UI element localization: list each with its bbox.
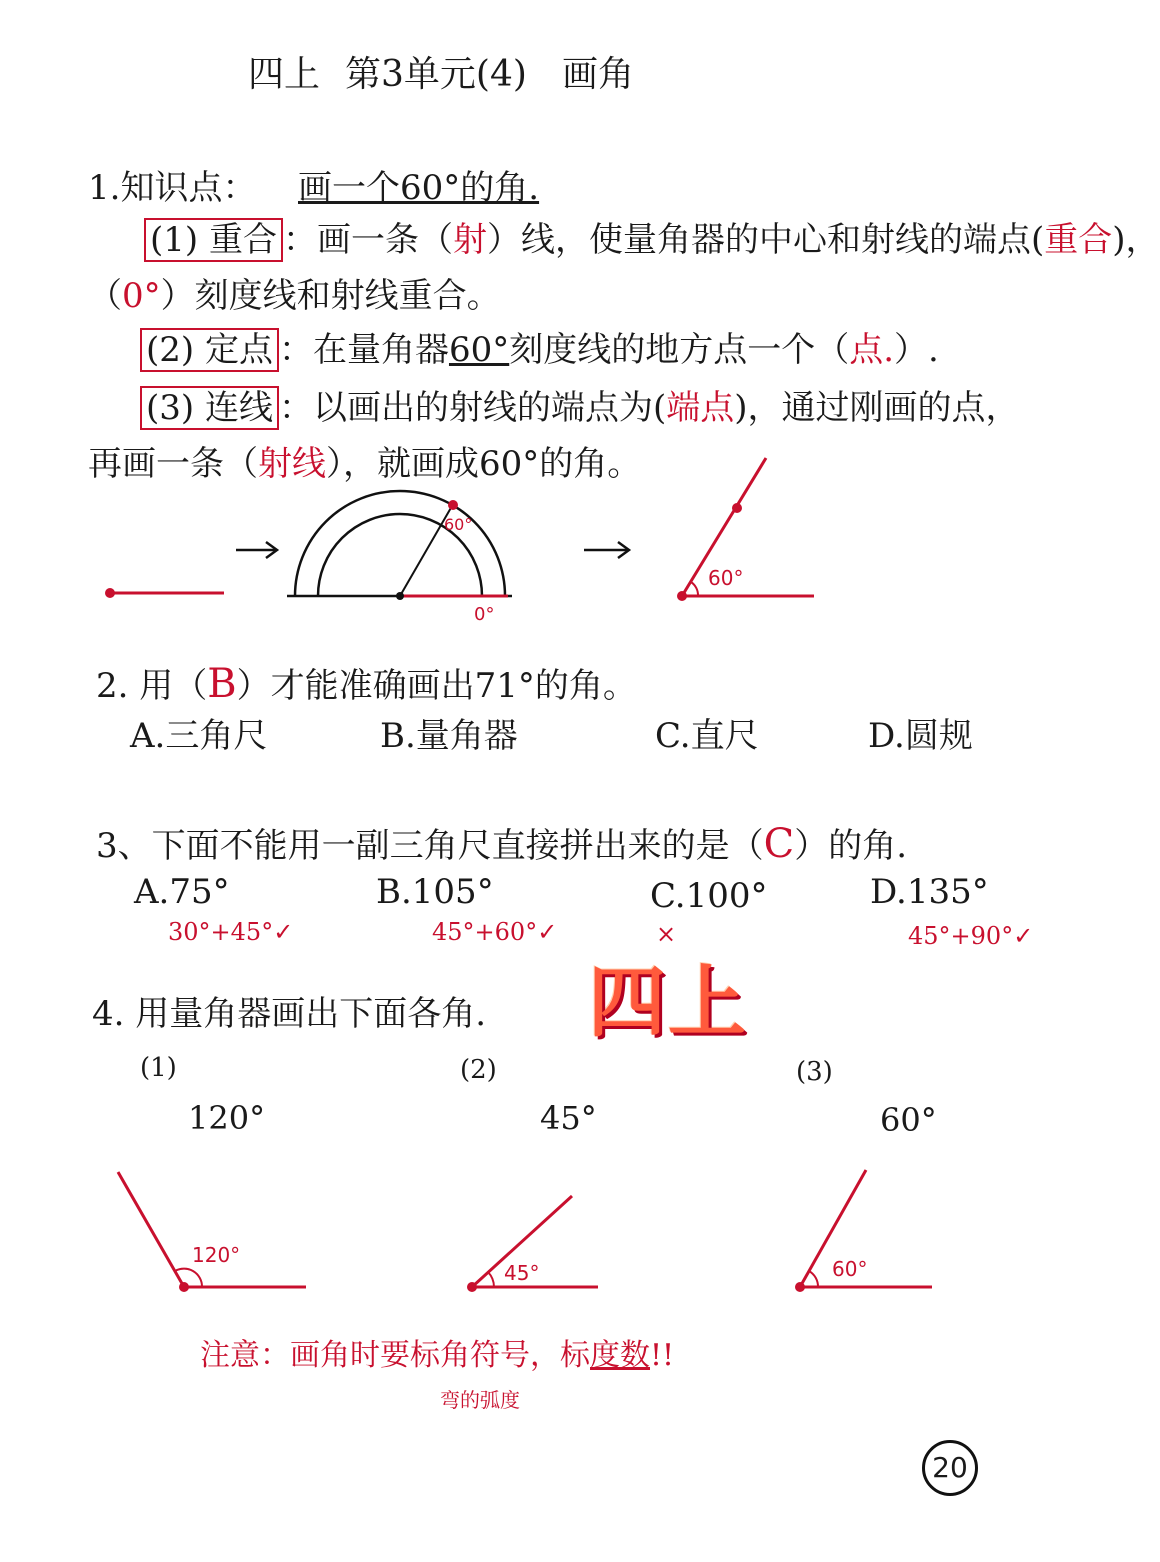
q2-line [96, 661, 637, 707]
section1-heading: 1.知识点： [88, 168, 257, 208]
note-sub: 弯的弧度 [440, 1388, 520, 1412]
q2-text-b: ）才能准确画出71°的角。 [236, 666, 637, 706]
note-text-b: 符号，标 [470, 1338, 590, 1373]
step3-text-b: )，通过刚画的点， [734, 388, 1020, 428]
step2-deg: 60° [448, 330, 510, 370]
step1-label: (1) 重合 [144, 218, 283, 262]
title-topic: 画角 [562, 54, 635, 95]
ray-drawing [105, 588, 224, 598]
note-text-a: 注意：画角时要标角 [200, 1338, 470, 1373]
q3-note-b: 45°+60°✓ [432, 918, 558, 946]
angle-120-drawing [118, 1172, 306, 1292]
step1-blank-c: 0° [122, 276, 161, 316]
q3-note-a: 30°+45°✓ [168, 918, 294, 946]
protractor-0-label: 0° [474, 604, 495, 625]
q4-item3-angle: 60° [880, 1101, 937, 1139]
arrow-icon [584, 542, 629, 558]
protractor-drawing [287, 491, 512, 625]
angle-45-label: 45° [504, 1261, 540, 1285]
q4-item1-angle: 120° [188, 1099, 266, 1137]
step2-label: (2) 定点 [140, 328, 279, 372]
q4-item2-angle: 45° [540, 1099, 597, 1137]
title-unit: 第3单元(4) [345, 54, 527, 95]
q2-option-c: C.直尺 [655, 716, 759, 756]
step2-text-a: ：在量角器 [278, 330, 449, 370]
note-text-c: 度数 [590, 1338, 650, 1373]
q3-option-a: A.75° [134, 872, 230, 912]
step1-blank-b: 重合 [1044, 220, 1113, 260]
q3-note-d: 45°+90°✓ [908, 922, 1034, 950]
q2-option-d: D.圆规 [868, 716, 973, 756]
q2-option-a: A.三角尺 [130, 716, 268, 756]
q3-answer: C [763, 821, 795, 867]
q2-text-a: 2. 用（ [96, 666, 208, 706]
angle-60b-drawing [795, 1170, 932, 1292]
protractor-60-label: 60° [444, 515, 473, 534]
step2-text-b: 刻度线的地方点一个（ [509, 330, 850, 370]
step1-line2-a: （ [88, 276, 122, 316]
attention-note [200, 1336, 674, 1376]
angle-120-label: 120° [192, 1243, 241, 1267]
q2-option-b: B.量角器 [380, 716, 518, 756]
q4-text: 4. 用量角器画出下面各角. [92, 994, 487, 1034]
note-text-d: !! [650, 1338, 675, 1373]
step1-blank-a: 射 [452, 220, 487, 260]
step2-text-c: ）. [894, 330, 939, 370]
title-grade: 四上 [248, 54, 321, 95]
step3-blank-b: 射线 [258, 444, 326, 484]
step1-text-b: ）线，使量角器的中心和射线的端点( [486, 220, 1045, 260]
step2-blank: 点. [849, 330, 895, 370]
q2-answer: B [207, 661, 237, 707]
section1-subtitle: 画一个60°的角. [298, 168, 540, 208]
step1-text-c: )， [1112, 220, 1160, 260]
angle-60-drawing [677, 458, 814, 601]
q3-note-c: × [656, 920, 677, 948]
step3-line2-b: ），就画成60°的角。 [326, 444, 642, 484]
step3-label: (3) 连线 [140, 386, 279, 430]
step1-text-a: ：画一条（ [282, 220, 453, 260]
q3-option-c: C.100° [650, 876, 768, 916]
q3-line [96, 821, 908, 867]
angle-60b-label: 60° [832, 1257, 868, 1281]
q3-option-b: B.105° [376, 872, 494, 912]
q3-text-a: 3、下面不能用一副三角尺直接拼出来的是（ [96, 826, 764, 866]
arrow-icon [236, 542, 277, 558]
q4-item3-num: (3) [796, 1057, 833, 1087]
q4-item1-num: (1) [140, 1053, 177, 1083]
angle-45-drawing [467, 1196, 598, 1292]
angle-60-label: 60° [708, 566, 744, 590]
grade-badge: 四上 [587, 958, 748, 1048]
page-number: 20 [922, 1440, 978, 1496]
q4-item2-num: (2) [460, 1055, 497, 1085]
step3-line2-a: 再画一条（ [88, 444, 258, 484]
step1-line2-b: ）刻度线和射线重合。 [160, 276, 501, 316]
step3-text-a: ：以画出的射线的端点为( [278, 388, 667, 428]
q3-text-b: ）的角. [794, 826, 908, 866]
q3-option-d: D.135° [870, 872, 989, 912]
step3-blank-a: 端点 [666, 388, 735, 428]
